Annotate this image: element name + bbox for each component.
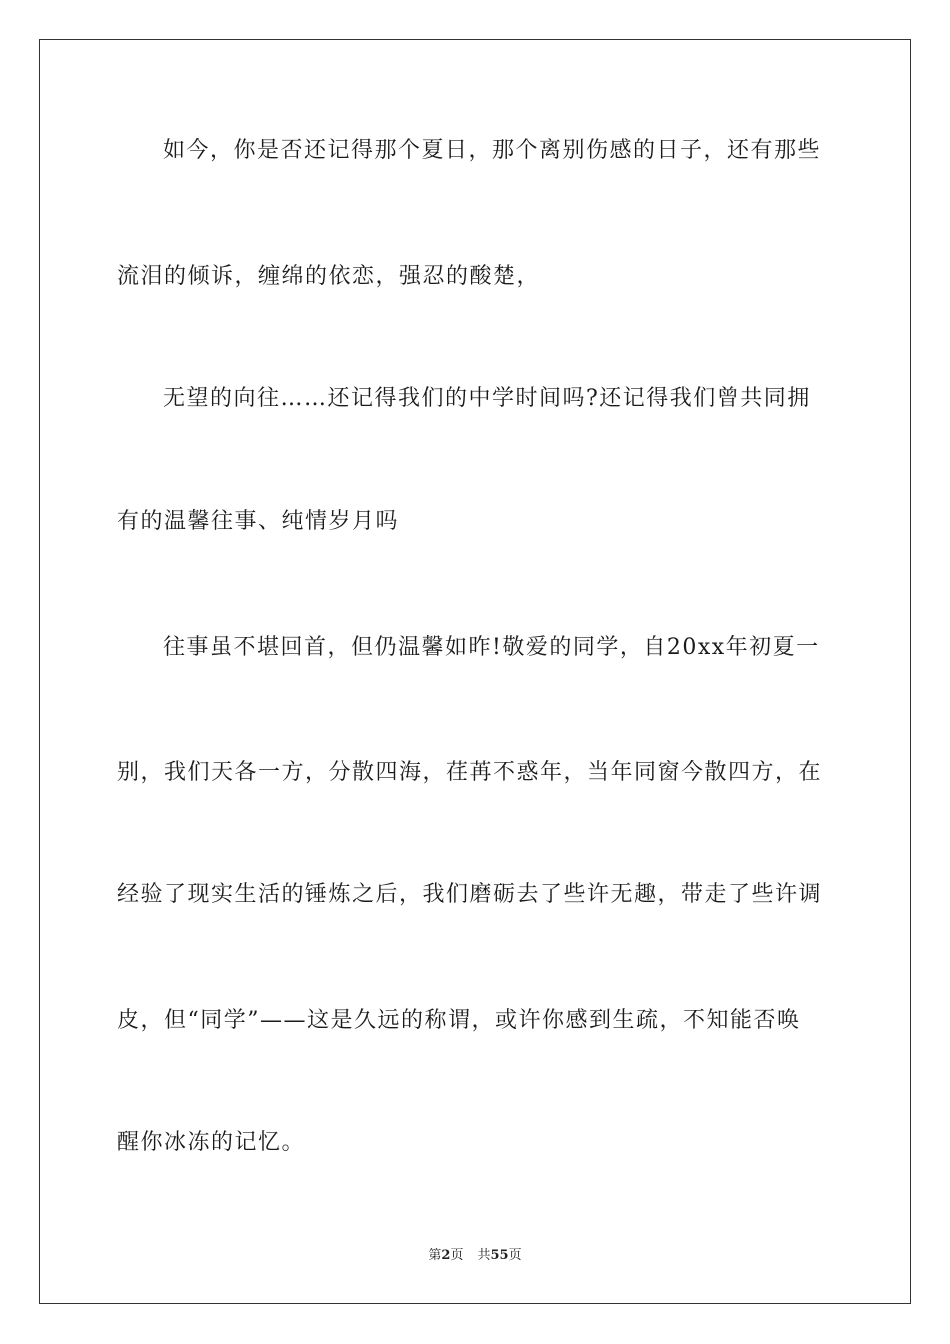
page-number: 2 [441,1248,451,1263]
page-footer [0,1247,950,1265]
page-suffix: 页 [450,1248,464,1263]
text-line-8: 皮，但“同学”——这是久远的称谓，或许你感到生疏，不知能否唤 [117,1008,801,1033]
text-line-6: 别，我们天各一方，分散四海，荏苒不惑年，当年同窗今散四方，在 [117,760,823,785]
total-prefix: 共 [477,1248,491,1263]
text-line-3: 无望的向往……还记得我们的中学时间吗?还记得我们曾共同拥 [163,386,811,411]
text-line-1: 如今，你是否还记得那个夏日，那个离别伤感的日子，还有那些 [163,138,822,163]
text-line-5: 往事虽不堪回首，但仍温馨如昨!敬爱的同学，自20xx年初夏一 [163,635,820,660]
text-line-2: 流泪的倾诉，缠绵的依恋，强忍的酸楚， [117,264,541,289]
total-suffix: 页 [508,1248,522,1263]
page-border [39,39,911,1304]
text-line-7: 经验了现实生活的锤炼之后，我们磨砺去了些许无趣，带走了些许调 [117,882,823,907]
page-prefix: 第 [428,1248,442,1263]
text-line-4: 有的温馨往事、纯情岁月吗 [117,509,400,534]
total-pages: 55 [490,1248,509,1263]
text-line-9: 醒你冰冻的记忆。 [117,1130,306,1155]
